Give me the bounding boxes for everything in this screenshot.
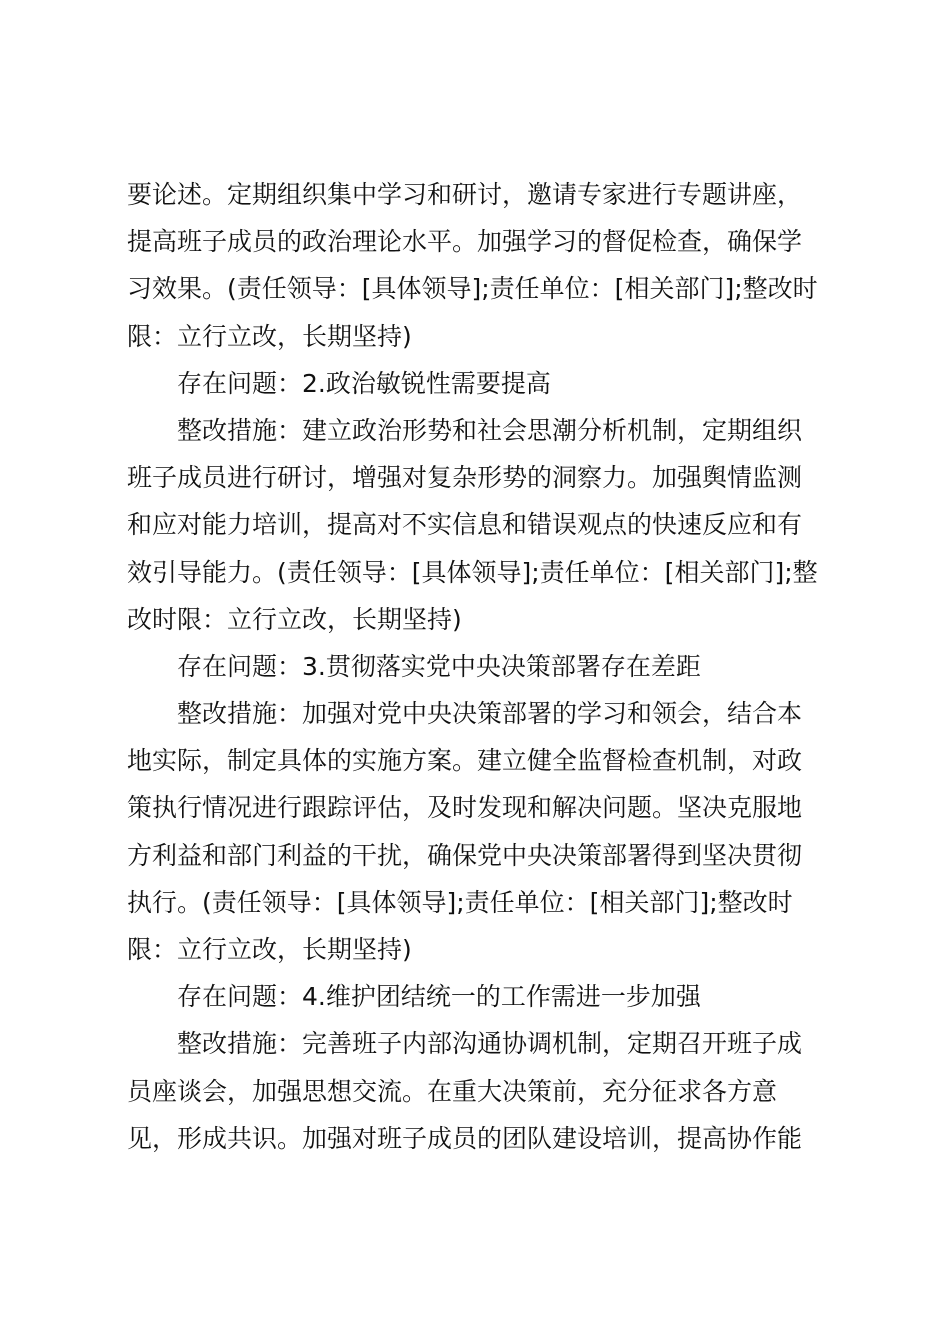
text-line: 存在问题：3.贯彻落实党中央决策部署存在差距 [177,651,701,681]
text-line: 改时限：立行立改，长期坚持) [127,604,462,634]
text-line: 见，形成共识。加强对班子成员的团队建设培训，提高协作能 [127,1123,803,1153]
text-line: 限：立行立改，长期坚持) [127,321,412,351]
text-line: 效引导能力。(责任领导：[具体领导];责任单位：[相关部门];整 [127,557,818,587]
text-line: 存在问题：4.维护团结统一的工作需进一步加强 [177,982,701,1012]
text-line: 整改措施：完善班子内部沟通协调机制，定期召开班子成 [177,1029,803,1059]
text-line: 整改措施：加强对党中央决策部署的学习和领会，结合本 [177,699,803,729]
document-body [127,171,847,1162]
text-line: 班子成员进行研讨，增强对复杂形势的洞察力。加强舆情监测 [127,463,803,493]
text-line: 存在问题：2.政治敏锐性需要提高 [177,368,551,398]
text-line: 执行。(责任领导：[具体领导];责任单位：[相关部门];整改时 [127,887,793,917]
text-line: 和应对能力培训，提高对不实信息和错误观点的快速反应和有 [127,510,803,540]
text-line: 限：立行立改，长期坚持) [127,935,412,964]
text-line: 地实际，制定具体的实施方案。建立健全监督检查机制，对政 [127,746,803,776]
text-line: 策执行情况进行跟踪评估，及时发现和解决问题。坚决克服地 [127,793,803,823]
text-line: 提高班子成员的政治理论水平。加强学习的督促检查，确保学 [127,227,803,257]
text-line: 要论述。定期组织集中学习和研讨，邀请专家进行专题讲座， [127,180,803,209]
text-line: 员座谈会，加强思想交流。在重大决策前，充分征求各方意 [127,1076,778,1106]
text-line: 习效果。(责任领导：[具体领导];责任单位：[相关部门];整改时 [127,274,818,304]
text-line: 整改措施：建立政治形势和社会思潮分析机制，定期组织 [177,415,803,445]
text-line: 方利益和部门利益的干扰，确保党中央决策部署得到坚决贯彻 [127,840,803,870]
